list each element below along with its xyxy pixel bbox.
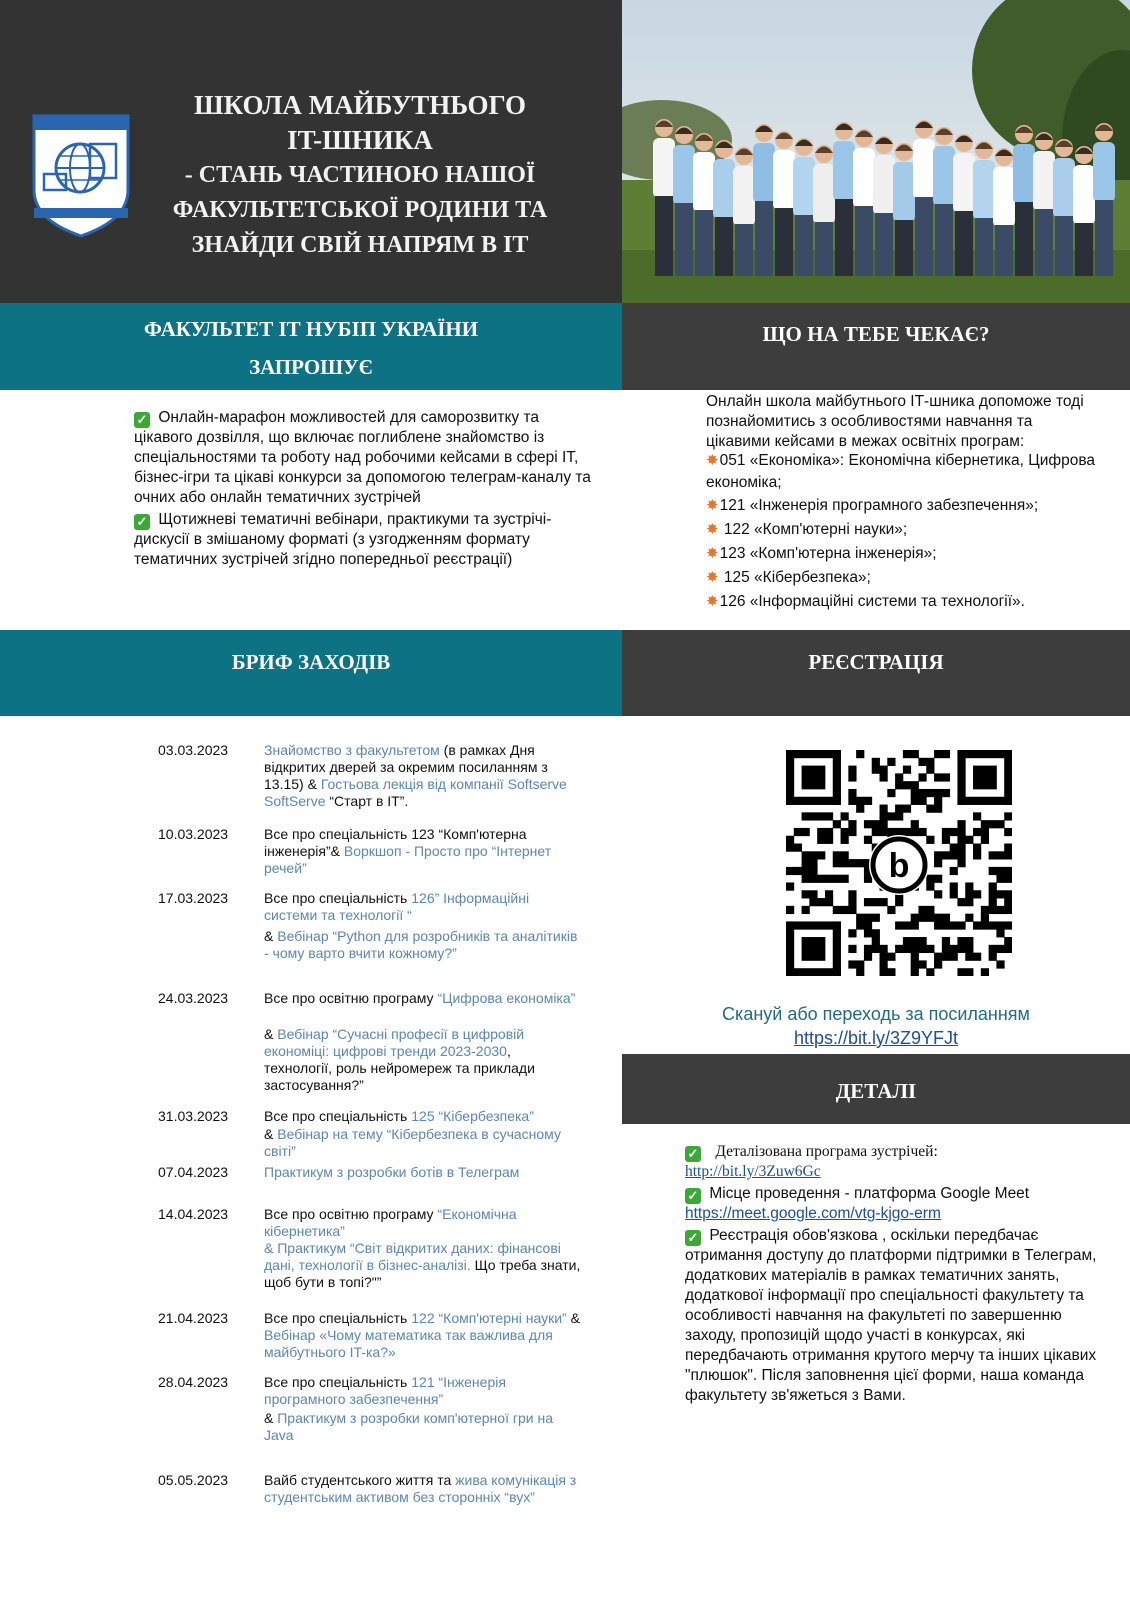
burst-icon: ✸: [706, 545, 719, 562]
event-text: , технології, роль нейромереж та приклади застосування?”: [264, 1043, 535, 1093]
invite-item: [134, 510, 594, 570]
check-icon: ✓: [685, 1230, 701, 1246]
title-line: ФАКУЛЬТЕТСЬКОЇ РОДИНИ ТА: [172, 197, 548, 223]
event-link[interactable]: “Цифрова економіка”: [437, 990, 576, 1006]
details-program-label: Деталізована програма зустрічей:: [715, 1143, 938, 1160]
event-text: &: [264, 928, 278, 944]
event-text: &: [566, 1310, 580, 1326]
check-icon: ✓: [134, 514, 150, 530]
event-text: &: [264, 1410, 278, 1426]
awaits-intro: Онлайн школа майбутнього ІТ-шника допоможе тоді познайомитись з особливостями навчання та цікавими кейсами в межах освітніх програм:: [706, 393, 1084, 450]
invite-section: [134, 408, 594, 570]
program-text: 125 «Кібербезпека»;: [719, 569, 871, 586]
title-line: IT-ШНИКА: [287, 125, 433, 155]
event-description: [264, 1108, 582, 1125]
event-text: Все про освітню програму: [264, 990, 438, 1006]
program-item: [706, 518, 1096, 542]
event-link[interactable]: Вебінар на тему “Кібербезпека в сучасному світі”: [264, 1126, 561, 1159]
event-link[interactable]: 121 “Інженерія програмного забезпечення”: [264, 1374, 506, 1407]
event-description: [264, 1206, 582, 1240]
event-link[interactable]: Практикум з розробки комп'ютерної гри на Java: [264, 1410, 553, 1443]
awaits-band: [622, 303, 1130, 390]
invite-band-line1: ФАКУЛЬТЕТ ІТ НУБІП УКРАЇНИ: [143, 317, 479, 341]
details-registration: [685, 1226, 1105, 1406]
awaits-section: [706, 392, 1096, 614]
event-date: 07.04.2023: [158, 1164, 229, 1180]
program-text: 122 «Комп'ютерні науки»;: [719, 521, 908, 538]
event-link[interactable]: Знайомство з факультетом: [264, 742, 440, 758]
event-text: Все про спеціальність: [264, 1108, 412, 1124]
details-venue: [685, 1184, 1105, 1204]
program-item: [706, 542, 1096, 566]
event-description: [264, 1410, 582, 1444]
meet-link[interactable]: https://meet.google.com/vtg-kjgo-erm: [685, 1205, 941, 1222]
invite-band: [0, 303, 622, 390]
event-text: Все про освітню програму: [264, 1206, 438, 1222]
program-text: 126 «Інформаційні системи та технології».: [719, 593, 1025, 610]
program-list: [706, 450, 1096, 614]
event-text: &: [264, 1126, 278, 1142]
qr-code[interactable]: [786, 750, 1012, 976]
svg-text:b: b: [888, 847, 910, 885]
event-description: [264, 1026, 582, 1094]
check-icon: ✓: [134, 412, 150, 428]
details-registration-text: Реєстрація обов'язкова , оскільки передбачає отримання доступу до платформи підтримки в Телеграм, додаткових матеріалів в рамках тематичних занять, додаткової інформації про спеціальності факультету та особливості навчання на факультеті по завершенню заходу, пропозицій щодо участі в конкурсах, які передбачають отримання крутого мерчу та інших цікавих "плюшок". Після заповнення цієї форми, наша команда факультету зв'яжеться з Вами.: [685, 1227, 1097, 1404]
event-link[interactable]: 125 “Кібербезпека”: [411, 1108, 534, 1124]
event-description: [264, 1472, 582, 1506]
burst-icon: ✸: [706, 593, 719, 610]
registration-band: [622, 630, 1130, 716]
event-link[interactable]: & Практикум “Світ відкритих даних: фінансові дані, технології в бізнес-аналізі.: [264, 1240, 561, 1273]
check-icon: ✓: [685, 1146, 701, 1162]
scan-text: Скануй або переходь за посиланням: [722, 1004, 1030, 1024]
event-description: [264, 1374, 582, 1408]
burst-icon: ✸: [706, 569, 719, 586]
event-date: 24.03.2023: [158, 990, 229, 1006]
program-item: [706, 494, 1096, 518]
invite-item-text: Щотижневі тематичні вебінари, практикуми та зустрічі-дискусії в змішаному форматі (з узгодженням формату тематичних зустрічей згідно попередньої реєстрації): [134, 511, 552, 568]
invite-item: [134, 408, 594, 508]
event-link[interactable]: 122 “Комп'ютерні науки”: [411, 1310, 567, 1326]
invite-item-text: Онлайн-марафон можливостей для саморозвитку та цікавого дозвілля, що включає поглиблене знайомство із спеціальностями та роботу над робочими кейсами в сфері ІТ, бізнес-ігри та цікаві конкурси за допомогою телеграм-каналу та очних або онлайн тематичних зустрічей: [134, 409, 591, 506]
event-text: Все про спеціальність: [264, 890, 412, 906]
brief-band-title: БРИФ ЗАХОДІВ: [231, 650, 391, 674]
event-link[interactable]: Вебінар “Python для розробників та аналітиків - чому варто вчити кожному?”: [264, 928, 578, 961]
event-date: 21.04.2023: [158, 1310, 229, 1326]
details-program: [685, 1142, 1105, 1162]
event-description: [264, 1126, 582, 1160]
event-description: [264, 1310, 582, 1361]
burst-icon: ✸: [706, 452, 719, 469]
event-text: Вайб студентського життя та: [264, 1472, 456, 1488]
event-date: 17.03.2023: [158, 890, 229, 906]
event-description: [264, 742, 582, 810]
burst-icon: ✸: [706, 521, 719, 538]
event-link[interactable]: Вебінар “Сучасні професії в цифровій економіці: цифрові тренди 2023-2030: [264, 1026, 525, 1059]
event-link[interactable]: Гостьова лекція від компанії Softserve SoftServe: [264, 776, 567, 809]
event-text: “Старт в ІТ”.: [325, 793, 409, 809]
event-text: (в рамках Дня відкритих дверей за окремим посиланням з 13.15) &: [264, 742, 548, 792]
awaits-band-title: ЩО НА ТЕБЕ ЧЕКАЄ?: [762, 322, 990, 346]
faculty-logo: [30, 112, 132, 240]
event-date: 03.03.2023: [158, 742, 229, 758]
registration-link[interactable]: https://bit.ly/3Z9YFJt: [793, 1028, 959, 1048]
program-text: 123 «Комп'ютерна інженерія»;: [719, 545, 937, 562]
event-link[interactable]: “Економічна кібернетика”: [264, 1206, 517, 1239]
program-item: [706, 590, 1096, 614]
brief-band: [0, 630, 622, 716]
details-venue-label: Місце проведення - платформа Google Meet: [709, 1185, 1030, 1202]
event-text: &: [264, 1026, 278, 1042]
event-link[interactable]: Вебінар «Чому математика так важлива для майбутнього IT-ка?»: [264, 1327, 553, 1360]
event-description: [264, 990, 582, 1007]
event-text: Все про спеціальність: [264, 1310, 412, 1326]
group-photo: [622, 0, 1130, 303]
title-line: ШКОЛА МАЙБУТНЬОГО: [194, 90, 526, 120]
event-text: Що треба знати, щоб бути в топі?"”: [264, 1257, 581, 1290]
event-date: 14.04.2023: [158, 1206, 229, 1222]
registration-band-title: РЕЄСТРАЦІЯ: [808, 650, 944, 674]
details-band-title: ДЕТАЛІ: [835, 1079, 917, 1103]
event-date: 28.04.2023: [158, 1374, 229, 1390]
event-description: [264, 890, 582, 924]
event-link[interactable]: жива комунікація з студентським активом без сторонніх “вух”: [264, 1472, 577, 1505]
event-link[interactable]: 126” Інформаційні системи та технології “: [264, 890, 530, 923]
event-date: 10.03.2023: [158, 826, 229, 842]
event-description: [264, 928, 582, 962]
event-date: 31.03.2023: [158, 1108, 229, 1124]
event-description: [264, 1240, 582, 1291]
event-description: [264, 826, 582, 877]
event-link[interactable]: Воркшоп - Просто про “Інтернет речей”: [264, 843, 552, 876]
event-text: Все про спеціальність 123 “Комп'ютерна інженерія”&: [264, 826, 527, 859]
check-icon: ✓: [685, 1188, 701, 1204]
details-section: [685, 1142, 1105, 1406]
program-item: [706, 450, 1096, 494]
burst-icon: ✸: [706, 497, 719, 514]
program-text: 051 «Економіка»: Економічна кібернетика, Цифрова економіка;: [706, 452, 1096, 491]
school-title: [150, 88, 570, 263]
event-date: 05.05.2023: [158, 1472, 229, 1488]
event-text: Все про спеціальність: [264, 1374, 412, 1390]
program-item: [706, 566, 1096, 590]
event-link[interactable]: Практикум з розробки ботів в Телеграм: [264, 1164, 520, 1180]
title-line: - СТАНЬ ЧАСТИНОЮ НАШОЇ: [184, 162, 536, 188]
program-text: 121 «Інженерія програмного забезпечення»;: [719, 497, 1039, 514]
event-description: [264, 1164, 582, 1181]
program-link[interactable]: http://bit.ly/3Zuw6Gc: [685, 1163, 821, 1180]
details-band: [622, 1054, 1130, 1124]
registration-info: [622, 1002, 1130, 1050]
invite-band-line2: ЗАПРОШУЄ: [249, 355, 373, 379]
title-line: ЗНАЙДИ СВІЙ НАПРЯМ В ІТ: [191, 232, 529, 258]
